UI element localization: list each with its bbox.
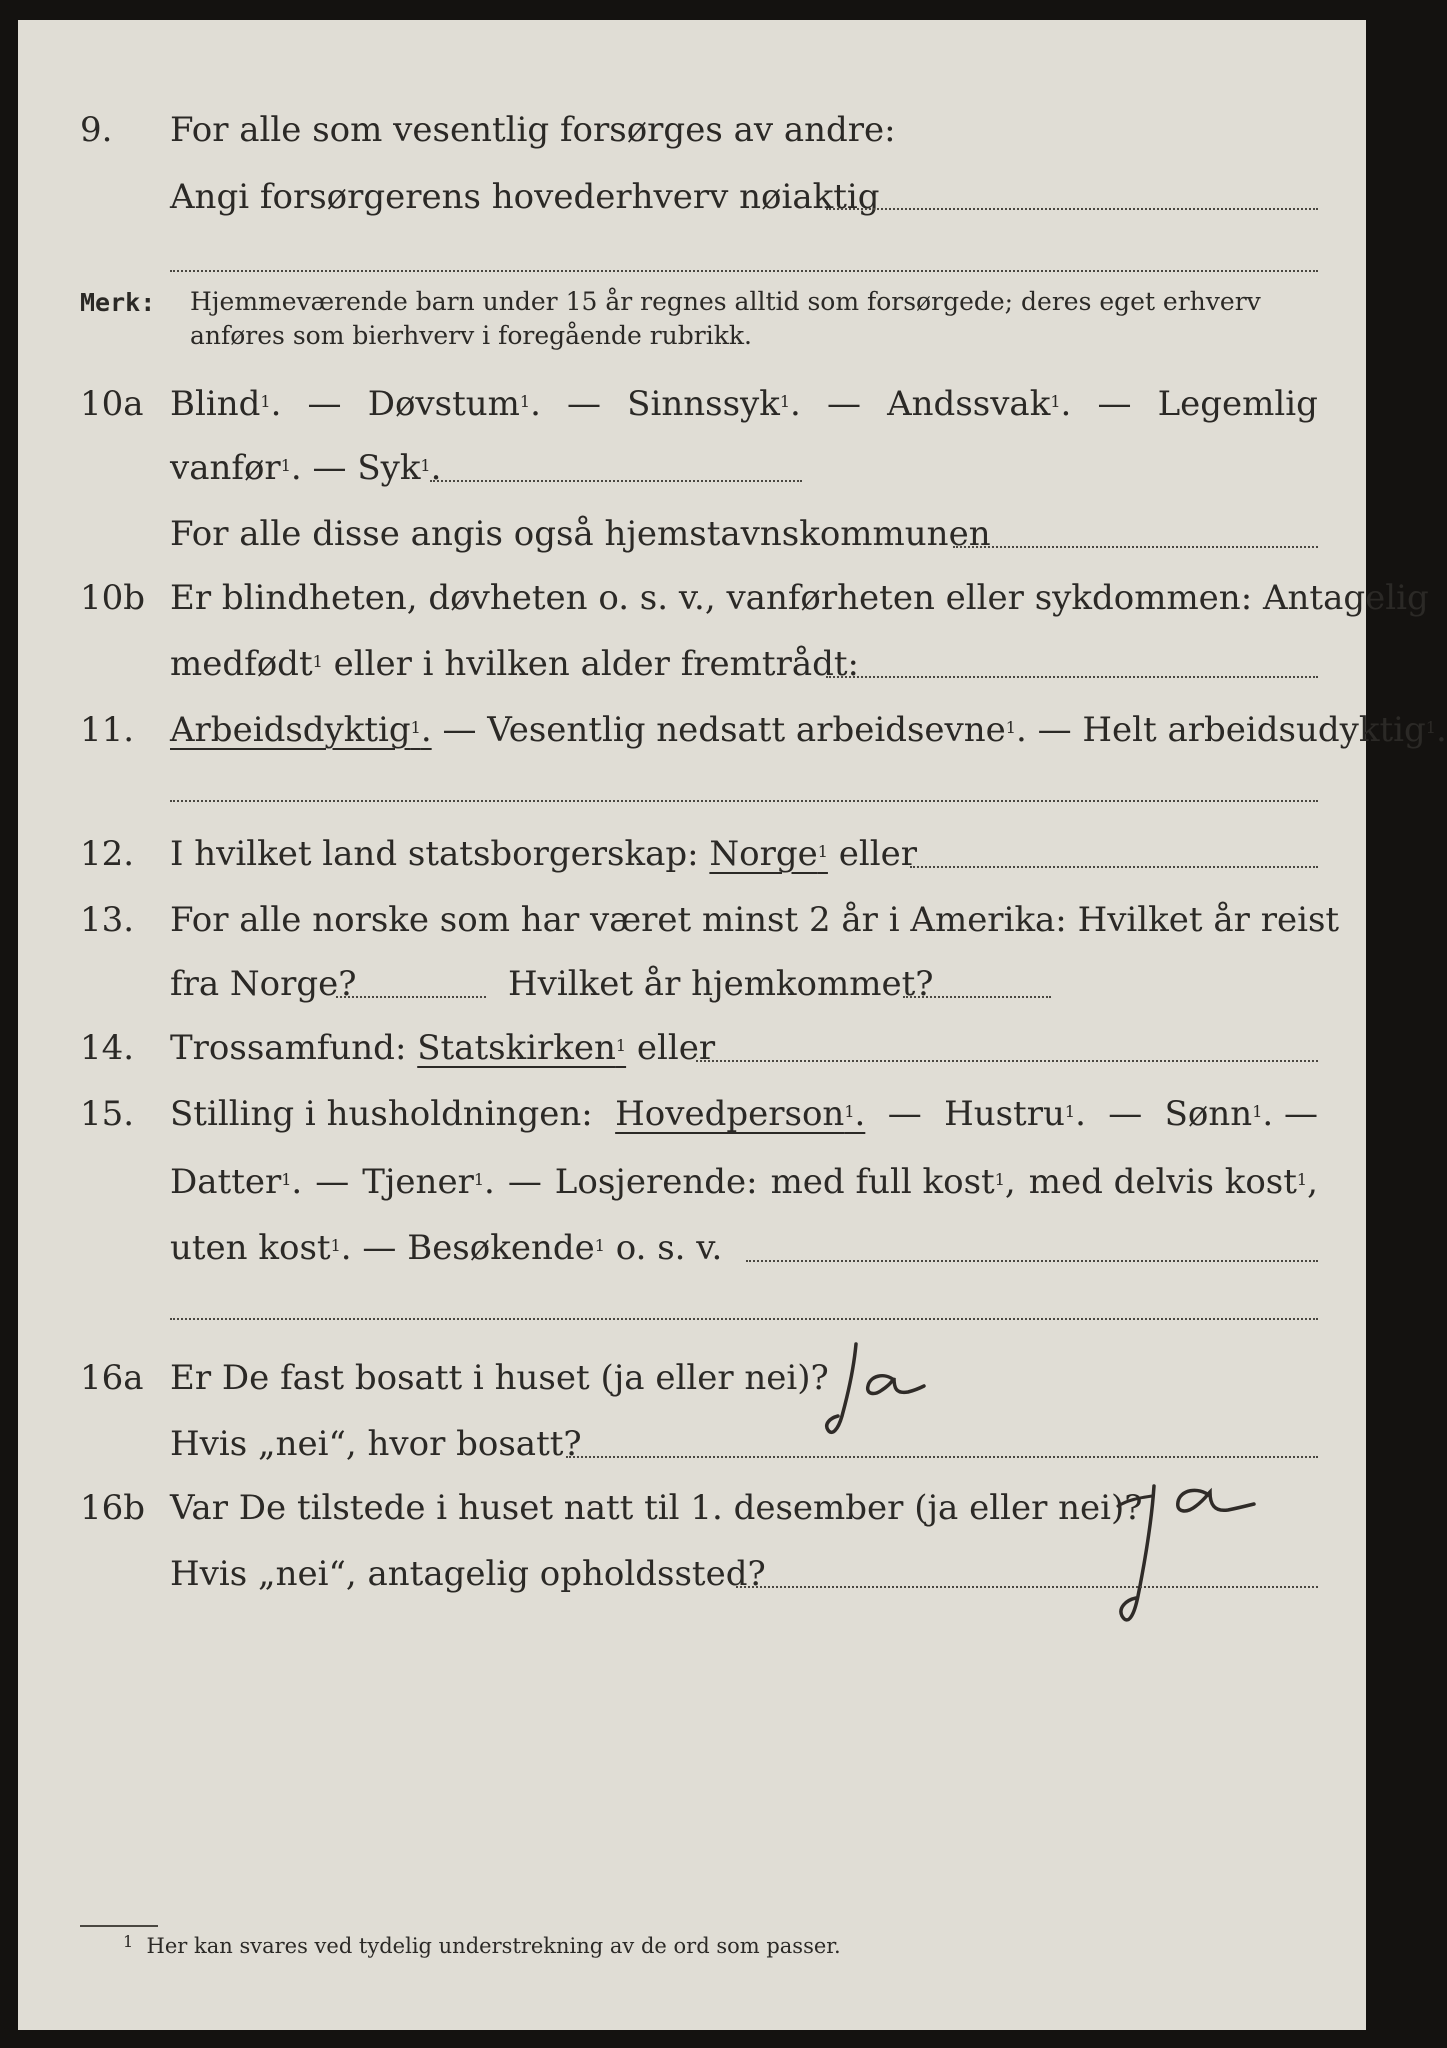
q13-line2b: Hvilket år hjemkommet? (508, 964, 934, 1004)
q15-number: 15. (80, 1094, 135, 1134)
q9-line1: For alle som vesentlig forsørges av andre: (170, 110, 896, 150)
q15-line3: uten kost$^1$. — Besøkende$^1$ o. s. v. (170, 1228, 723, 1268)
q10a-option-andssvak: Andssvak (887, 384, 1051, 424)
q16b-line2: Hvis „nei“, antagelig opholdssted? (170, 1554, 766, 1594)
q10a-option-dovstum: Døvstum (367, 384, 520, 424)
q10b-number: 10b (80, 578, 146, 618)
q11-line1: Arbeidsdyktig$^1$. — Vesentlig nedsatt arbeidsevne$^1$. — Helt arbeidsudyktig$^1$. (170, 710, 1447, 750)
q12-option-norge-underlined: Norge$^1$ (709, 834, 828, 874)
q16a-line2: Hvis „nei“, hvor bosatt? (170, 1424, 582, 1464)
q10b-answer-line (826, 676, 1318, 678)
q11-answer-line (170, 800, 1318, 802)
q12-line: I hvilket land statsborgerskap: Norge$^1$ eller (170, 834, 917, 874)
q10a-commune-line (953, 546, 1318, 548)
q13-hjemkommet-line (903, 996, 1051, 998)
footnote-rule (80, 1925, 158, 1927)
q14-line: Trossamfund: Statskirken$^1$ eller (170, 1028, 716, 1068)
q15-line2: Datter$^1$. — Tjener$^1$. — Losjerende: med full kost$^1$, med delvis kost$^1$, (170, 1162, 1318, 1202)
q9-answer-line-2 (170, 270, 1318, 272)
q11-option-arbeidsdyktig-underlined: Arbeidsdyktig$^1$. (170, 710, 432, 750)
q14-answer-line (696, 1060, 1318, 1062)
q10b-line1: Er blindheten, døvheten o. s. v., vanførheten eller sykdommen: Antagelig (170, 578, 1429, 618)
q14-number: 14. (80, 1028, 135, 1068)
footnote-text: Her kan svares ved tydelig understrekning av de ord som passer. (146, 1934, 841, 1958)
q11-number: 11. (80, 710, 135, 750)
merk-line1: Hjemmeværende barn under 15 år regnes alltid som forsørgede; deres eget erhverv (190, 287, 1261, 316)
q10a-option-syk: Syk (357, 448, 421, 488)
q9-number: 9. (80, 110, 113, 150)
q12-number: 12. (80, 834, 135, 874)
q16b-answer-line (736, 1586, 1318, 1588)
merk-label: Merk: (80, 288, 156, 317)
q16b-number: 16b (80, 1488, 146, 1528)
q12-answer-line (910, 866, 1318, 868)
q15-line1: Stilling i husholdningen: Hovedperson$^1$. — Hustru$^1$. — Sønn$^1$. — (170, 1094, 1318, 1134)
footnote (123, 1934, 841, 1958)
q9-answer-line (826, 208, 1318, 210)
q13-number: 13. (80, 900, 135, 940)
q10b-option-medfodt: medfødt (170, 644, 313, 684)
q10a-option-sinnssyk: Sinnssyk (627, 384, 780, 424)
q13-reist-line (336, 996, 486, 998)
q9-line2: Angi forsørgerens hovederhverv nøiaktig (170, 177, 880, 217)
q15-answer-line-2 (170, 1318, 1318, 1320)
q16a-answer-line (566, 1456, 1318, 1458)
q16a-handwritten-answer-ja (808, 1336, 928, 1446)
q10b-line2: medfødt$^1$ eller i hvilken alder fremtrådt: (170, 644, 859, 684)
q16a-line1: Er De fast bosatt i huset (ja eller nei)? (170, 1358, 829, 1398)
q10a-answer-line (430, 480, 802, 482)
q10a-option-vanfor: vanfør (170, 448, 281, 488)
q15-answer-line (746, 1260, 1318, 1262)
q15-option-hovedperson-underlined: Hovedperson$^1$. (615, 1094, 866, 1134)
q10a-line3: For alle disse angis også hjemstavnskommunen (170, 514, 991, 554)
census-form-page (18, 20, 1447, 2030)
merk-line2: anføres som bierhverv i foregående rubrikk. (190, 321, 752, 350)
q13-line1: For alle norske som har været minst 2 år i Amerika: Hvilket år reist (170, 900, 1340, 940)
q16a-number: 16a (80, 1358, 144, 1398)
q10a-line1: Blind$^1$. — Døvstum$^1$. — Sinnssyk$^1$. — Andssvak$^1$. — Legemlig (170, 384, 1318, 424)
q13-line2a: fra Norge? (170, 964, 357, 1004)
q10a-option-legemlig: Legemlig (1157, 384, 1318, 424)
q14-option-statskirken-underlined: Statskirken$^1$ (417, 1028, 627, 1068)
footnote-mark: 1 (123, 1932, 134, 1951)
q16b-handwritten-answer-ja (1108, 1466, 1258, 1646)
q16b-line1: Var De tilstede i huset natt til 1. desember (ja eller nei)? (170, 1488, 1143, 1528)
q10a-option-blind: Blind (170, 384, 261, 424)
q10a-number: 10a (80, 384, 144, 424)
q10a-line2: vanfør$^1$. — Syk$^1$. (170, 448, 442, 488)
